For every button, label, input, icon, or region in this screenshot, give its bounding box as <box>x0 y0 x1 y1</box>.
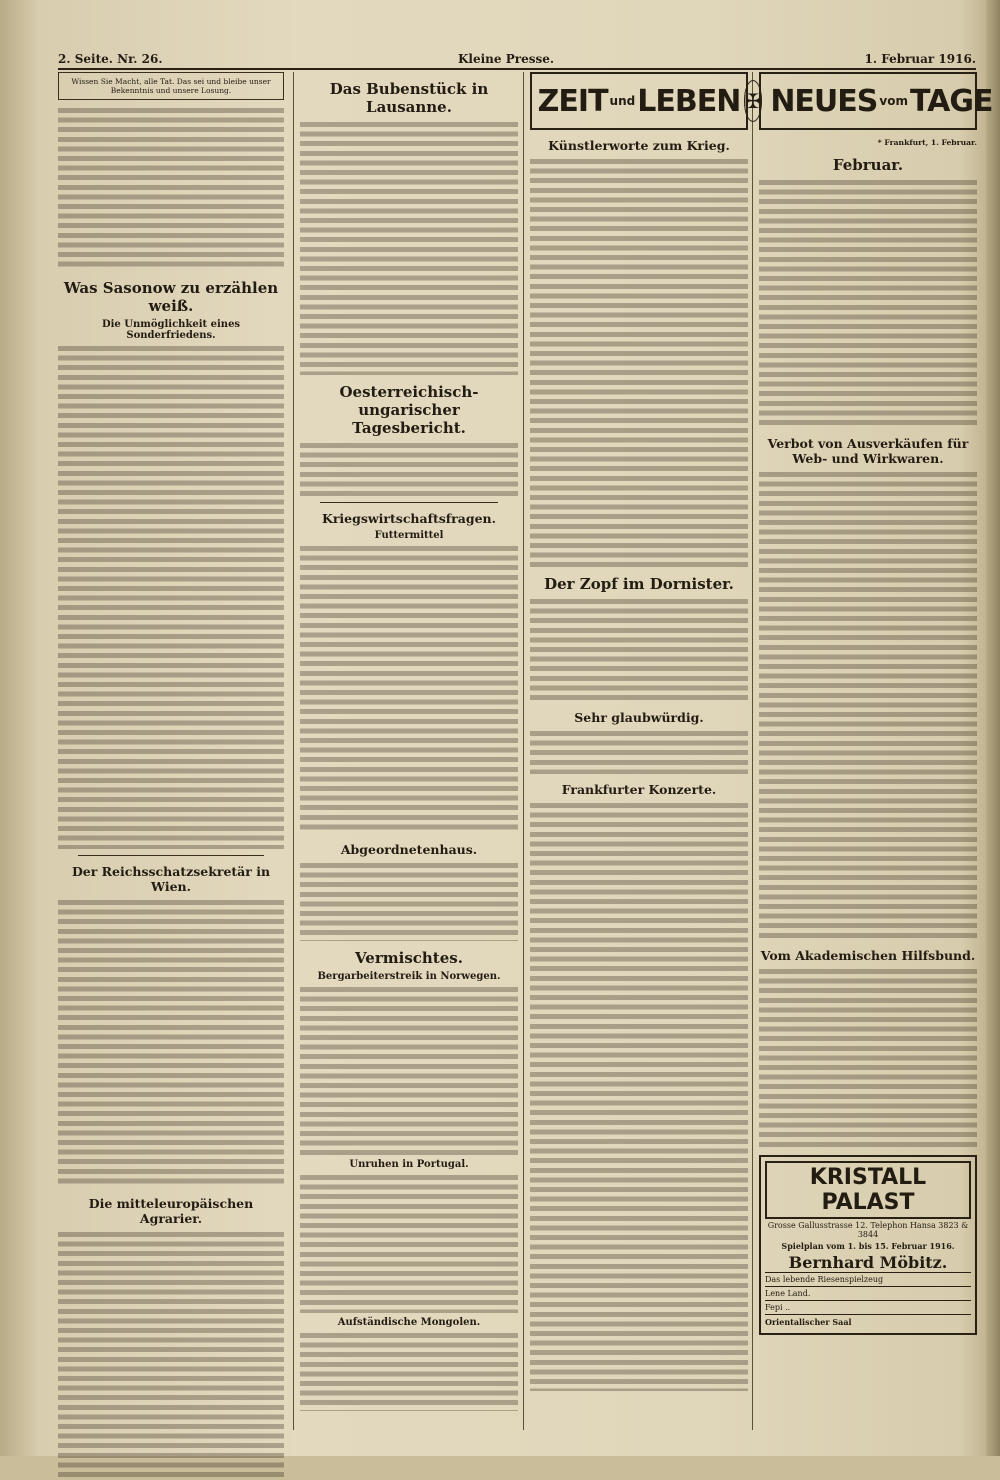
ad-row: Das lebende Riesenspielzeug <box>765 1272 971 1286</box>
article-title-kuenstlerworte: Künstlerworte zum Krieg. <box>548 138 730 153</box>
kristallpalast-ad <box>759 1155 977 1335</box>
article-title-tagesbericht: Oesterreichisch-ungarischer Tagesbericht. <box>339 383 479 437</box>
ad-performer: Bernhard Möbitz. <box>788 1252 948 1272</box>
ad-row: Lene Land. <box>765 1286 971 1300</box>
page-date: 1. Februar 1916. <box>864 52 976 66</box>
article-title-reichsschatz: Der Reichsschatzsekretär in Wien. <box>71 864 271 894</box>
article-title-bergarbeiter: Bergarbeiterstreik in Norwegen. <box>317 971 501 982</box>
article-subtitle-sonderfrieden: Die Unmöglichkeit eines Sonderfriedens. <box>101 319 241 341</box>
ad-logo: KRISTALL PALAST <box>765 1161 971 1219</box>
paper-name: Kleine Presse. <box>458 52 555 66</box>
article-title-zopf: Der Zopf im Dornister. <box>544 575 734 593</box>
masthead-neues-vom-tage: ✠ NEUES vom TAGE <box>759 72 977 130</box>
column-3 <box>523 72 748 1430</box>
article-title-sasonow: Was Sasonow zu erzählen weiß. <box>63 279 279 315</box>
article-title-kriegswirtschaft: Kriegswirtschaftsfragen. <box>321 511 497 526</box>
ad-address: Grosse Gallusstrasse 12. Telephon Hansa 3823 & 3844 <box>767 1220 969 1239</box>
article-title-hilfsbund: Vom Akademischen Hilfsbund. <box>760 947 976 963</box>
ad-row: Fepi .. <box>765 1300 971 1314</box>
page-header <box>58 52 976 70</box>
article-title-mongolen: Aufständische Mongolen. <box>337 1317 481 1328</box>
page-number: 2. Seite. Nr. 26. <box>58 52 163 66</box>
section-title-vermischtes: Vermischtes. <box>355 949 463 967</box>
article-title-lausanne: Das Bubenstück in Lausanne. <box>329 80 489 116</box>
ad-row: Orientalischer Saal <box>765 1314 971 1329</box>
article-title-glaubwuerdig: Sehr glaubwürdig. <box>574 710 704 725</box>
column-2 <box>293 72 518 1430</box>
dateline: * Frankfurt, 1. Februar. <box>877 138 977 147</box>
article-subtitle-futtermittel: Futtermittel <box>374 530 444 541</box>
column-1 <box>58 72 284 1430</box>
article-title-februar: Februar. <box>832 155 904 174</box>
eagle-icon: ✠ <box>744 80 763 122</box>
article-title-ausverkaeufe: Verbot von Ausverkäufen für Web- und Wirkwaren. <box>767 435 969 466</box>
motto-box: Wissen Sie Macht, alle Tat. Das sei und bleibe unser Bekenntnis und unsere Losung. <box>58 72 284 100</box>
article-title-abgeordnetenhaus: Abgeordnetenhaus. <box>340 842 478 857</box>
article-title-konzerte: Frankfurter Konzerte. <box>561 782 717 797</box>
article-title-portugal: Unruhen in Portugal. <box>349 1159 469 1170</box>
column-4 <box>744 72 993 1430</box>
masthead-zeit-und-leben: ZEIT und LEBEN <box>530 72 748 130</box>
page-edge <box>986 0 1000 1456</box>
article-title-agrarier: Die mitteleuropäischen Agrarier. <box>88 1196 254 1226</box>
ad-plan: Spielplan vom 1. bis 15. Februar 1916. <box>781 1240 955 1251</box>
